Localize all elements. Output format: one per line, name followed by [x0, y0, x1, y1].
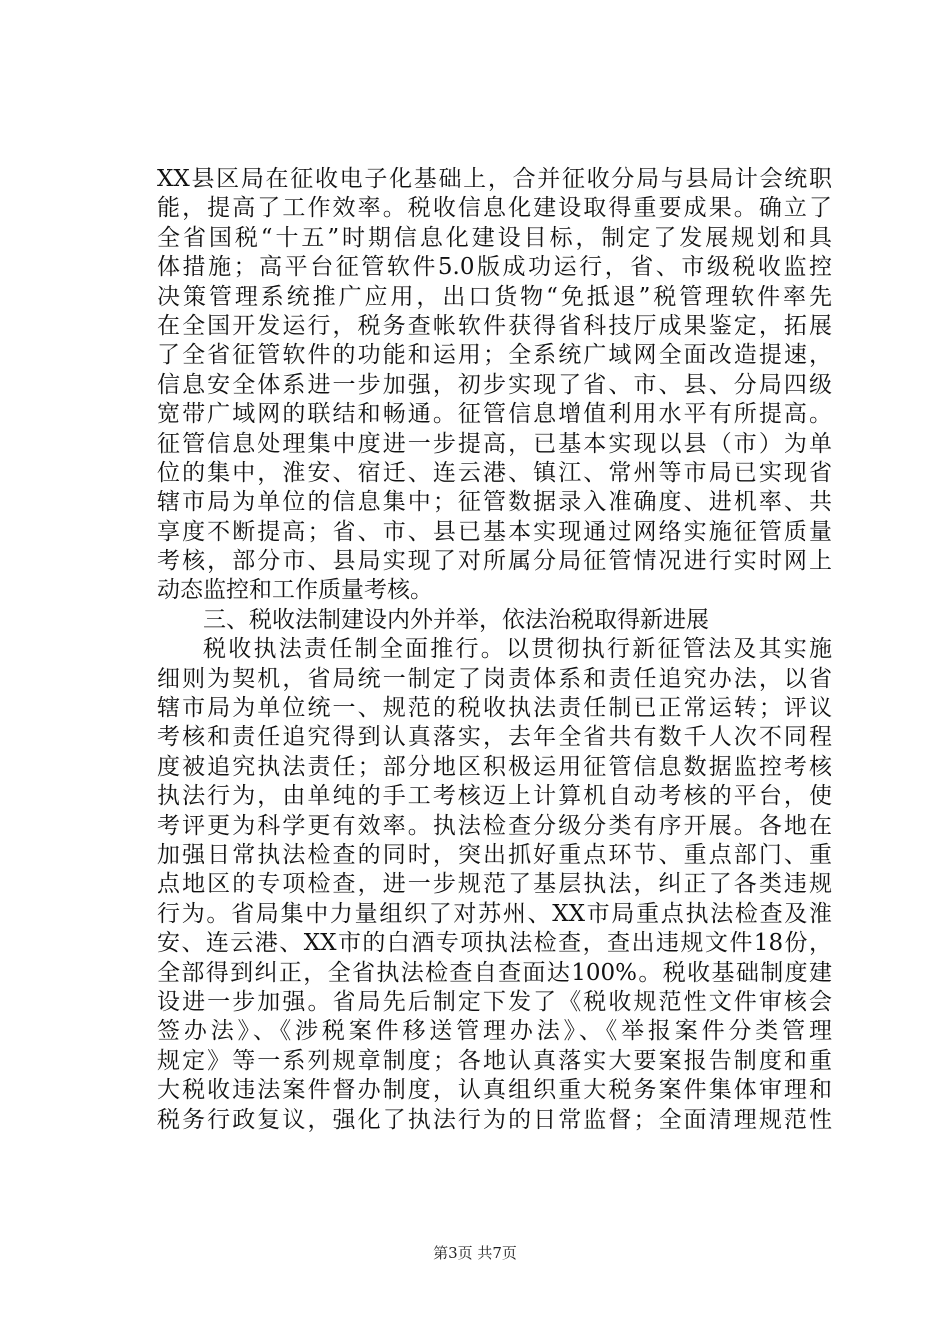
text-line: 信息安全体系进一步加强，初步实现了省、市、县、分局四级 — [157, 371, 832, 398]
text-line: 全部得到纠正，全省执法检查自查面达100%。税收基础制度建 — [157, 959, 832, 986]
text-line: 大税收违法案件督办制度，认真组织重大税务案件集体审理和 — [157, 1077, 832, 1104]
text-line: 三、税收法制建设内外并举，依法治税取得新进展 — [203, 606, 709, 633]
text-line: 决策管理系统推广应用，出口货物“免抵退”税管理软件率先 — [157, 283, 832, 310]
text-line: 征管信息处理集中度进一步提高，已基本实现以县（市）为单 — [157, 430, 832, 457]
text-line: 设进一步加强。省局先后制定下发了《税收规范性文件审核会 — [157, 988, 832, 1015]
text-line: 在全国开发运行，税务查帐软件获得省科技厅成果鉴定，拓展 — [157, 312, 832, 339]
text-line: 税务行政复议，强化了执法行为的日常监督；全面清理规范性 — [157, 1106, 832, 1133]
text-line: 动态监控和工作质量考核。 — [157, 577, 433, 604]
text-line: 考核，部分市、县局实现了对所属分局征管情况进行实时网上 — [157, 548, 832, 575]
text-line: 点地区的专项检查，进一步规范了基层执法，纠正了各类违规 — [157, 871, 832, 898]
text-line: 安、连云港、XX市的白酒专项执法检查，查出违规文件18份， — [157, 930, 832, 957]
document-body — [157, 165, 832, 1135]
text-line: 全省国税“十五”时期信息化建设目标，制定了发展规划和具 — [157, 224, 832, 251]
text-line: 加强日常执法检查的同时，突出抓好重点环节、重点部门、重 — [157, 841, 832, 868]
text-line: 行为。省局集中力量组织了对苏州、XX市局重点执法检查及淮 — [157, 900, 832, 927]
text-line: 税收执法责任制全面推行。以贯彻执行新征管法及其实施 — [203, 636, 832, 663]
text-line: 宽带广域网的联结和畅通。征管信息增值利用水平有所提高。 — [157, 401, 832, 428]
text-line: 规定》等一系列规章制度；各地认真落实大要案报告制度和重 — [157, 1047, 832, 1074]
text-line: 了全省征管软件的功能和运用；全系统广域网全面改造提速， — [157, 342, 832, 369]
text-line: 能，提高了工作效率。税收信息化建设取得重要成果。确立了 — [157, 195, 832, 222]
page-footer: 第3页 共7页 — [433, 1244, 517, 1262]
text-line: 签办法》、《涉税案件移送管理办法》、《举报案件分类管理 — [157, 1018, 832, 1045]
text-line: XX县区局在征收电子化基础上，合并征收分局与县局计会统职 — [157, 166, 832, 192]
text-line: 位的集中，淮安、宿迁、连云港、镇江、常州等市局已实现省 — [157, 459, 832, 486]
text-line: 执法行为，由单纯的手工考核迈上计算机自动考核的平台，使 — [157, 783, 832, 810]
text-line: 辖市局为单位的信息集中；征管数据录入准确度、进机率、共 — [157, 489, 832, 516]
text-line: 考核和责任追究得到认真落实，去年全省共有数千人次不同程 — [157, 724, 832, 751]
text-line: 享度不断提高；省、市、县已基本实现通过网络实施征管质量 — [157, 518, 832, 545]
text-line: 考评更为科学更有效率。执法检查分级分类有序开展。各地在 — [157, 812, 832, 839]
text-line: 度被追究执法责任；部分地区积极运用征管信息数据监控考核 — [157, 753, 832, 780]
text-line: 细则为契机，省局统一制定了岗责体系和责任追究办法，以省 — [157, 665, 832, 692]
text-line: 辖市局为单位统一、规范的税收执法责任制已正常运转；评议 — [157, 695, 832, 722]
text-line: 体措施；高平台征管软件5.0版成功运行，省、市级税收监控 — [157, 254, 832, 281]
